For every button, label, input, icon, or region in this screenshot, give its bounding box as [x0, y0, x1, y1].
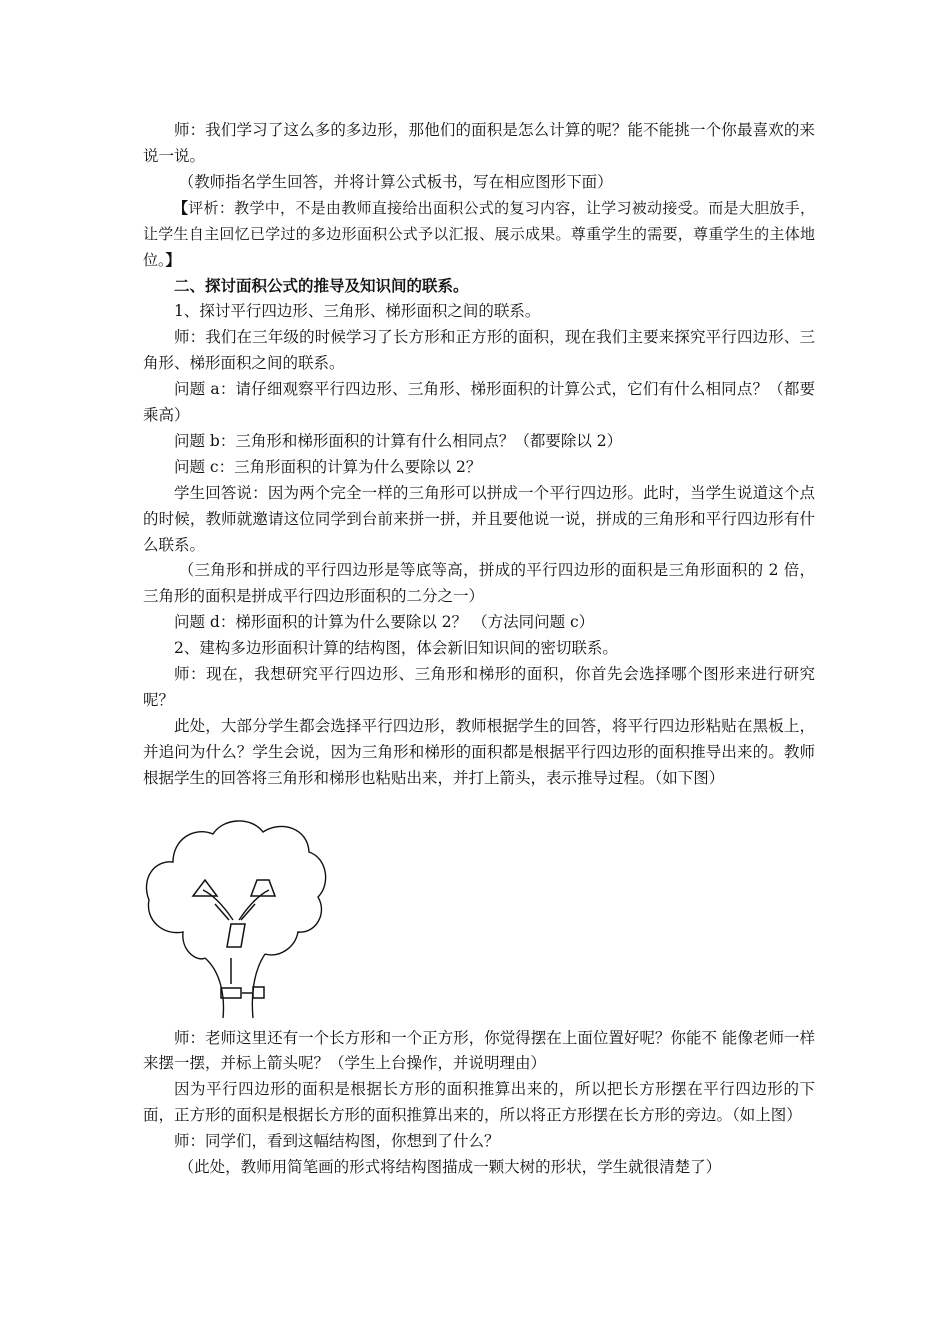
- paragraph-teacher-question: 师：我们学习了这么多的多边形，那他们的面积是怎么计算的呢？能不能挑一个你最喜欢的来说一说。: [143, 121, 815, 165]
- student-answer: 学生回答说：因为两个完全一样的三角形可以拼成一个平行四边形。此时，当学生说道这个点的时候，教师就邀请这位同学到台前来拼一拼，并且要他说一说，拼成的三角形和平行四边形有什么联系。: [143, 483, 815, 554]
- tree-fork-left: [203, 890, 233, 920]
- square-shape: [253, 987, 264, 998]
- section-heading: 二、探讨面积公式的推导及知识间的联系。: [174, 276, 469, 296]
- paragraph-teacher-ask: 师：同学们，看到这幅结构图，你想到了什么？: [174, 1132, 500, 1151]
- rectangle-shape: [221, 988, 241, 998]
- question-c: 问题 c：三角形面积的计算为什么要除以 2？: [174, 457, 482, 476]
- question-a: 问题 a：请仔细观察平行四边形、三角形、梯形面积的计算公式，它们有什么相同点？（都要乘高）: [143, 380, 815, 424]
- paragraph-teacher-rect: 师：老师这里还有一个长方形和一个正方形，你觉得摆在上面位置好呢？你能不 能像老师一样来摆一摆，并标上箭头呢？（学生上台操作，并说明理由）: [143, 1028, 815, 1073]
- subsection-1: 1、探讨平行四边形、三角形、梯形面积之间的联系。: [174, 302, 541, 321]
- tree-crown-outline: [146, 821, 325, 959]
- subsection-2: 2、建构多边形面积计算的结构图，体会新旧知识间的密切联系。: [174, 639, 618, 658]
- question-b: 问题 b：三角形和梯形面积的计算有什么相同点？（都要除以 2）: [174, 431, 623, 450]
- paragraph-reason: 因为平行四边形的面积是根据长方形的面积推算出来的，所以把长方形摆在平行四边形的下面，正方形的面积是根据长方形的面积推算出来的，所以将正方形摆在长方形的旁边。（如上图）: [143, 1080, 815, 1125]
- paragraph-teacher-research: 师：现在，我想研究平行四边形、三角形和梯形的面积，你首先会选择哪个图形来进行研究呢？: [143, 665, 815, 709]
- review-open-bracket: 【: [173, 198, 189, 217]
- paragraph-review: [143, 196, 815, 274]
- paragraph-teacher-note: （教师指名学生回答，并将计算公式板书，写在相应图形下面）: [178, 172, 613, 191]
- review-text: 评析：教学中，不是由教师直接给出面积公式的复习内容，让学习被动接受。而是大胆放手，让学生自主回忆已学过的多边形面积公式予以汇报、展示成果。尊重学生的需要，尊重学生的主体地位。: [143, 198, 815, 269]
- paragraph-note-triangle: （三角形和拼成的平行四边形是等底等高，拼成的平行四边形的面积是三角形面积的 2 倍，三角形的面积是拼成平行四边形面积的二分之一）: [143, 561, 815, 606]
- question-d: 问题 d：梯形面积的计算为什么要除以 2？ （方法同问题 c）: [174, 613, 595, 632]
- parallelogram-shape: [227, 924, 245, 947]
- tree-trunk-right: [252, 954, 265, 1018]
- triangle-shape: [193, 880, 217, 896]
- paragraph-teacher-intro: 师：我们在三年级的时候学习了长方形和正方形的面积，现在我们主要来探究平行四边形、三角形、梯形面积之间的联系。: [143, 328, 815, 373]
- document-page: [143, 118, 815, 1181]
- paragraph-explanation: 此处，大部分学生都会选择平行四边形，教师根据学生的回答，将平行四边形粘贴在黑板上，并追问为什么？学生会说，因为三角形和梯形的面积都是根据平行四边形的面积推导出来的。教师根据学生的回答将三角形和梯形也粘贴出来，并打上箭头，表示推导过程。（如下图）: [143, 716, 815, 787]
- arrow-para-to-trapezoid: [241, 904, 255, 920]
- tree-drawing: [143, 812, 333, 1020]
- tree-structure-figure: [143, 812, 815, 1020]
- paragraph-closing-note: （此处，教师用简笔画的形式将结构图描成一颗大树的形状，学生就很清楚了）: [178, 1158, 722, 1177]
- review-close-bracket: 】: [165, 250, 181, 269]
